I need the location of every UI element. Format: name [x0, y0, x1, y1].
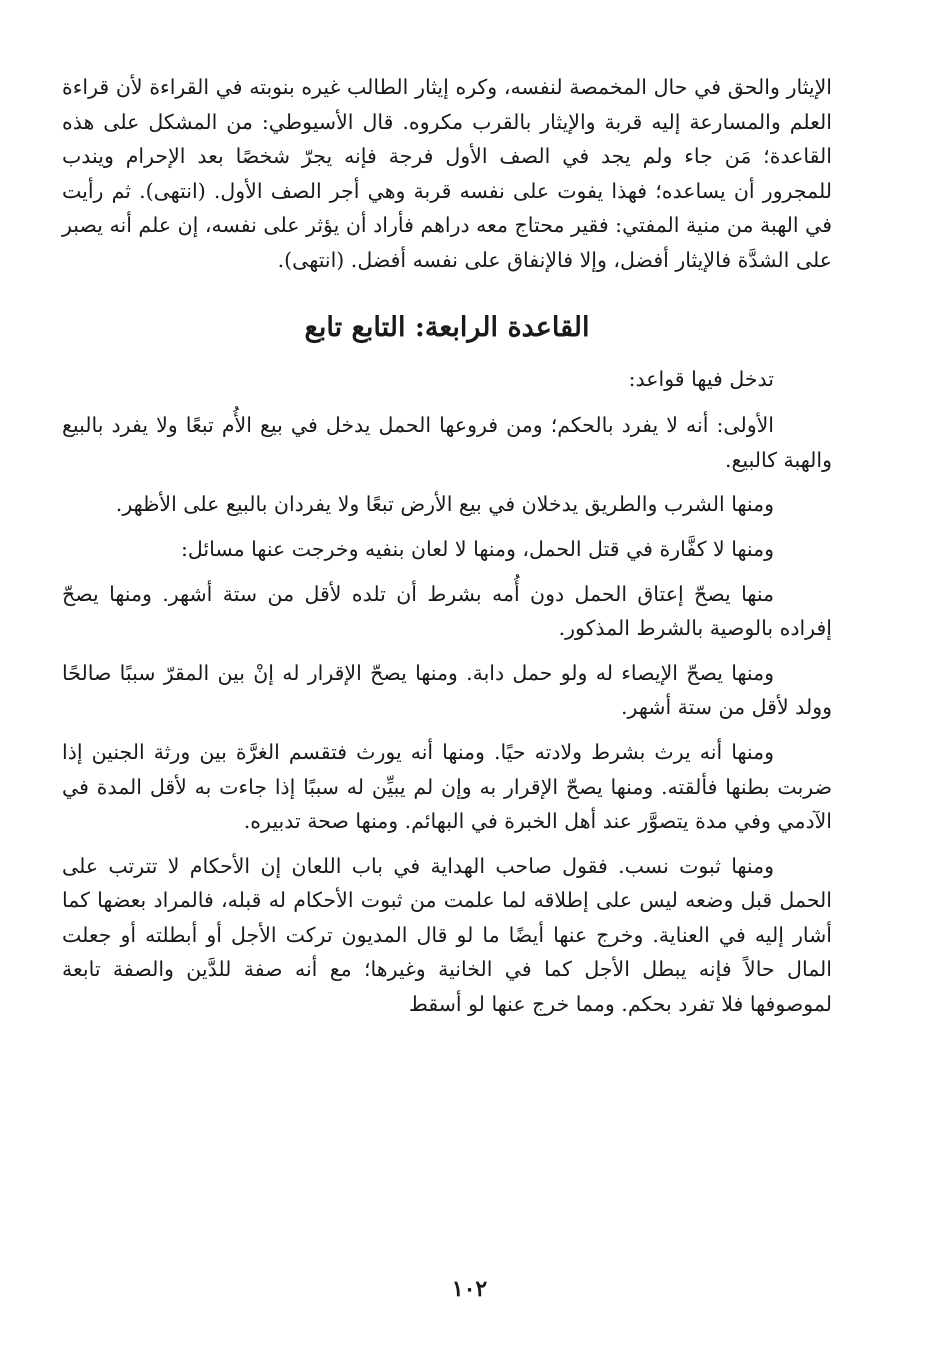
paragraph-3: ومنها لا كفَّارة في قتل الحمل، ومنها لا لعان بنفيه وخرجت عنها مسائل:	[180, 536, 774, 561]
paragraph-6: ومنها أنه يرث بشرط ولادته حيًا. ومنها أنه يورث فتقسم الغرَّة بين ورثة الجنين إذا ضربت بطنها فألقته. ومنها يصحّ الإقرار به وإن لم يبيِّن له سببًا إذا جاءت به لأقل المدة في الآدمي وفي مدة يتصوَّر عند أهل الخبرة في البهائم. ومنها صحة تدبيره.	[62, 739, 832, 834]
paragraph-2: ومنها الشرب والطريق يدخلان في بيع الأرض تبعًا ولا يفردان بالبيع على الأظهر.	[115, 492, 774, 517]
section-heading: القاعدة الرابعة: التابع تابع	[304, 311, 590, 343]
document-page	[62, 70, 832, 1032]
opening-paragraph: الإيثار والحق في حال المخمصة لنفسه، وكره إيثار الطالب غيره بنوبته في القراءة لأن قراءة العلم والمسارعة إليه قربة والإيثار بالقرب مكروه. قال الأسيوطي: من المشكل على هذه القاعدة؛ مَن جاء ولم يجد في الصف الأول فرجة فإنه يجرّ شخصًا بعد الإحرام ويندب للمجرور أن يساعده؛ فهذا يفوت على نفسه قربة وهي أجر الصف الأول. (انتهى). ثم رأيت في الهبة من منية المفتي: فقير محتاج معه دراهم فأراد أن يؤثر على نفسه، إن علم أنه يصبر على الشدَّة فالإيثار أفضل، وإلا فالإنفاق على نفسه أفضل. (انتهى).	[62, 75, 832, 272]
paragraph-5: ومنها يصحّ الإيصاء له ولو حمل دابة. ومنها يصحّ الإقرار له إنْ بين المقرّ سببًا صالحًا وولد لأقل من ستة أشهر.	[62, 660, 832, 720]
paragraph-1: الأولى: أنه لا يفرد بالحكم؛ ومن فروعها الحمل يدخل في بيع الأُم تبعًا ولا يفرد بالبيع والهبة كالبيع.	[62, 413, 832, 472]
intro-line: تدخل فيها قواعد:	[628, 366, 774, 391]
paragraph-7: ومنها ثبوت نسب. فقول صاحب الهداية في باب اللعان إن الأحكام لا تترتب على الحمل قبل وضعه ليس على إطلاقه لما علمت من ثبوت الأحكام له قبله، فالمراد بعضها كما أشار إليه في العناية. وخرج عنها أيضًا ما لو قال المديون تركت الأجل أو أبطلته أو جعلت المال حالاً فإنه يبطل الأجل كما في الخانية وغيرها؛ مع أنه صفة للدَّين والصفة تابعة لموصوفها فلا تفرد بحكم. ومما خرج عنها لو أسقط	[62, 853, 832, 1017]
page-number: ١٠٢	[451, 1276, 488, 1302]
paragraph-4: منها يصحّ إعتاق الحمل دون أُمه بشرط أن تلده لأقل من ستة أشهر. ومنها يصحّ إفراده بالوصية بالشرط المذكور.	[62, 581, 832, 641]
